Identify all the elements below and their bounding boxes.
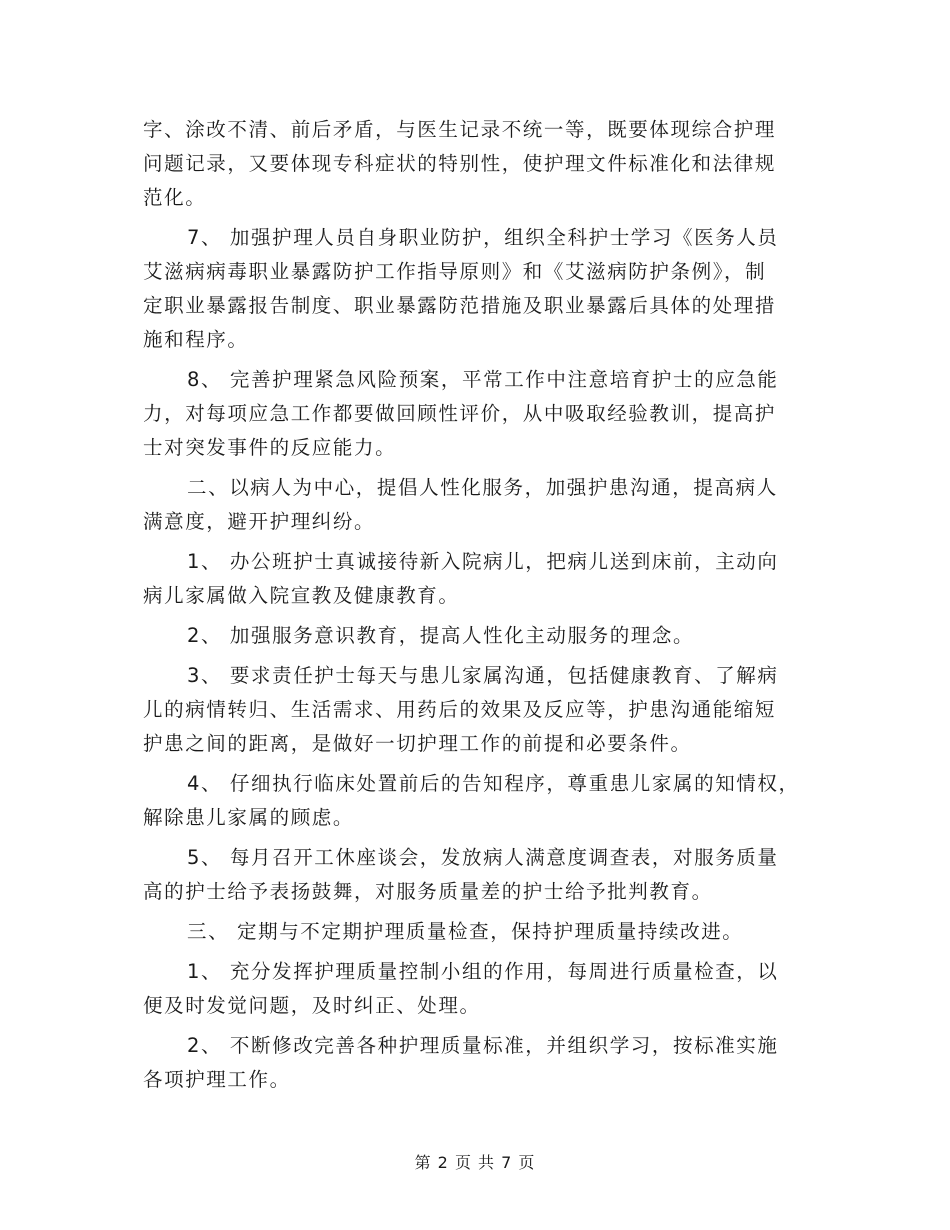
paragraph-line: 2、 加强服务意识教育，提高人性化主动服务的理念。 — [187, 624, 695, 647]
paragraph-line: 满意度，避开护理纠纷。 — [143, 510, 376, 533]
paragraph-line: 施和程序。 — [143, 328, 249, 351]
paragraph-line: 1、 办公班护士真诚接待新入院病儿，把病儿送到床前，主动向 — [187, 550, 779, 573]
paragraph-line: 高的护士给予表扬鼓舞，对服务质量差的护士给予批判教育。 — [143, 880, 713, 903]
paragraph-line: 8、 完善护理紧急风险预案，平常工作中注意培育护士的应急能 — [187, 368, 779, 391]
paragraph-line: 解除患儿家属的顾虑。 — [143, 806, 355, 829]
paragraph-line: 2、 不断修改完善各种护理质量标准，并组织学习，按标准实施 — [187, 1034, 779, 1057]
page-footer: 第 2 页 共 7 页 — [414, 1153, 536, 1172]
paragraph-line: 艾滋病病毒职业暴露防护工作指导原则》和《艾滋病防护条例》，制 — [143, 260, 767, 283]
paragraph-line: 范化。 — [143, 186, 207, 209]
paragraph-line: 二、以病人为中心，提倡人性化服务，加强护患沟通，提高病人 — [187, 476, 778, 499]
paragraph-line: 各项护理工作。 — [143, 1068, 291, 1091]
paragraph-line: 士对突发事件的反应能力。 — [143, 436, 397, 459]
paragraph-line: 儿的病情转归、生活需求、用药后的效果及反应等，护患沟通能缩短 — [143, 698, 777, 721]
paragraph-line: 定职业暴露报告制度、职业暴露防范措施及职业暴露后具体的处理措 — [143, 294, 777, 317]
paragraph-line: 7、 加强护理人员自身职业防护，组织全科护士学习《医务人员 — [187, 226, 779, 249]
paragraph-line: 字、涂改不清、前后矛盾，与医生记录不统一等，既要体现综合护理 — [143, 118, 777, 141]
paragraph-line: 病儿家属做入院宣教及健康教育。 — [143, 584, 460, 607]
paragraph-line: 3、 要求责任护士每天与患儿家属沟通，包括健康教育、了解病 — [187, 664, 779, 687]
paragraph-line: 5、 每月召开工休座谈会，发放病人满意度调查表，对服务质量 — [187, 846, 779, 869]
paragraph-line: 4、 仔细执行临床处置前后的告知程序，尊重患儿家属的知情权， — [187, 772, 800, 795]
paragraph-line: 1、 充分发挥护理质量控制小组的作用，每周进行质量检查，以 — [187, 960, 779, 983]
paragraph-line: 问题记录，又要体现专科症状的特别性，使护理文件标准化和法律规 — [143, 152, 777, 175]
paragraph-line: 护患之间的距离，是做好一切护理工作的前提和必要条件。 — [143, 732, 692, 755]
paragraph-line: 力，对每项应急工作都要做回顾性评价，从中吸取经验教训，提高护 — [143, 402, 777, 425]
paragraph-line: 便及时发觉问题，及时纠正、处理。 — [143, 994, 481, 1017]
paragraph-line: 三、 定期与不定期护理质量检查，保持护理质量持续改进。 — [187, 920, 744, 943]
